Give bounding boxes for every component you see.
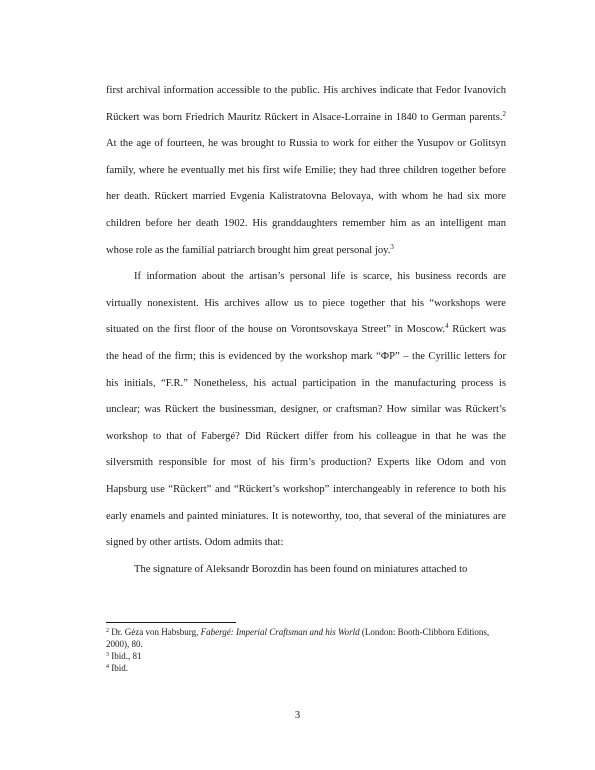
footnote-2: $^2$ Dr. Géza von Habsburg, Fabergé: Imperial Craftsman and his World (London: Booth-Clibborn Editions, 2000), 80. <box>106 627 490 649</box>
page-number: 3 <box>294 710 301 721</box>
footnote-4: $^4$ Ibid. <box>106 663 128 673</box>
block-quote: The signature of Aleksandr Borozdin has been found on miniatures attached to <box>134 563 468 575</box>
footnote-divider <box>106 622 236 623</box>
footnote-ref-2[interactable]: 2 <box>502 109 506 118</box>
footnote-ref-4[interactable]: 4 <box>445 322 449 331</box>
paragraph-2: If information about the artisan’s personal life is scarce, his business records are virtually nonexistent. His archives allow us to piece together that his “workshops were situated on the first floor of the house on Vorontsovskaya Street” in Moscow.$^4$ Rückert was the head of the firm; this is evidenced by the workshop mark “ФР” – the Cyrillic letters for his initials, “F.R.” Nonetheless, his actual participation in the manufacturing process is unclear; was Rückert the businessman, designer, or craftsman? How similar was Rückert’s workshop to that of Fabergé? Did Rückert differ from his colleague in that he was the silversmith responsible for most of his firm’s production? Experts like Odom and von Hapsburg use “Rückert” and “Rückert’s workshop” interchangeably in reference to both his early enamels and painted miniatures. It is noteworthy, too, that several of the miniatures are signed by other artists. Odom admits that: <box>106 271 506 549</box>
footnotes <box>106 626 506 674</box>
body-text <box>106 78 506 583</box>
footnote-ref-3[interactable]: 3 <box>390 242 394 251</box>
footnote-3: $^3$ Ibid., 81 <box>106 651 142 661</box>
paragraph-1: first archival information accessible to the public. His archives indicate that Fedor Ivanovich Rückert was born Friedrich Mauritz Rückert in Alsace-Lorraine in 1840 to German parents.$^2$ At the age of fourteen, he was brought to Russia to work for either the Yusupov or Golitsyn family, where he eventually met his first wife Emilie; they had three children together before her death. Rückert married Evgenia Kalistratovna Belovaya, with whom he had six more children before her death 1902. His granddaughters remember him as an intelligent man whose role as the familial patriarch brought him great personal joy.$^3$ <box>106 85 506 256</box>
footnote-book-title: Fabergé: Imperial Craftsman and his World <box>200 627 360 637</box>
